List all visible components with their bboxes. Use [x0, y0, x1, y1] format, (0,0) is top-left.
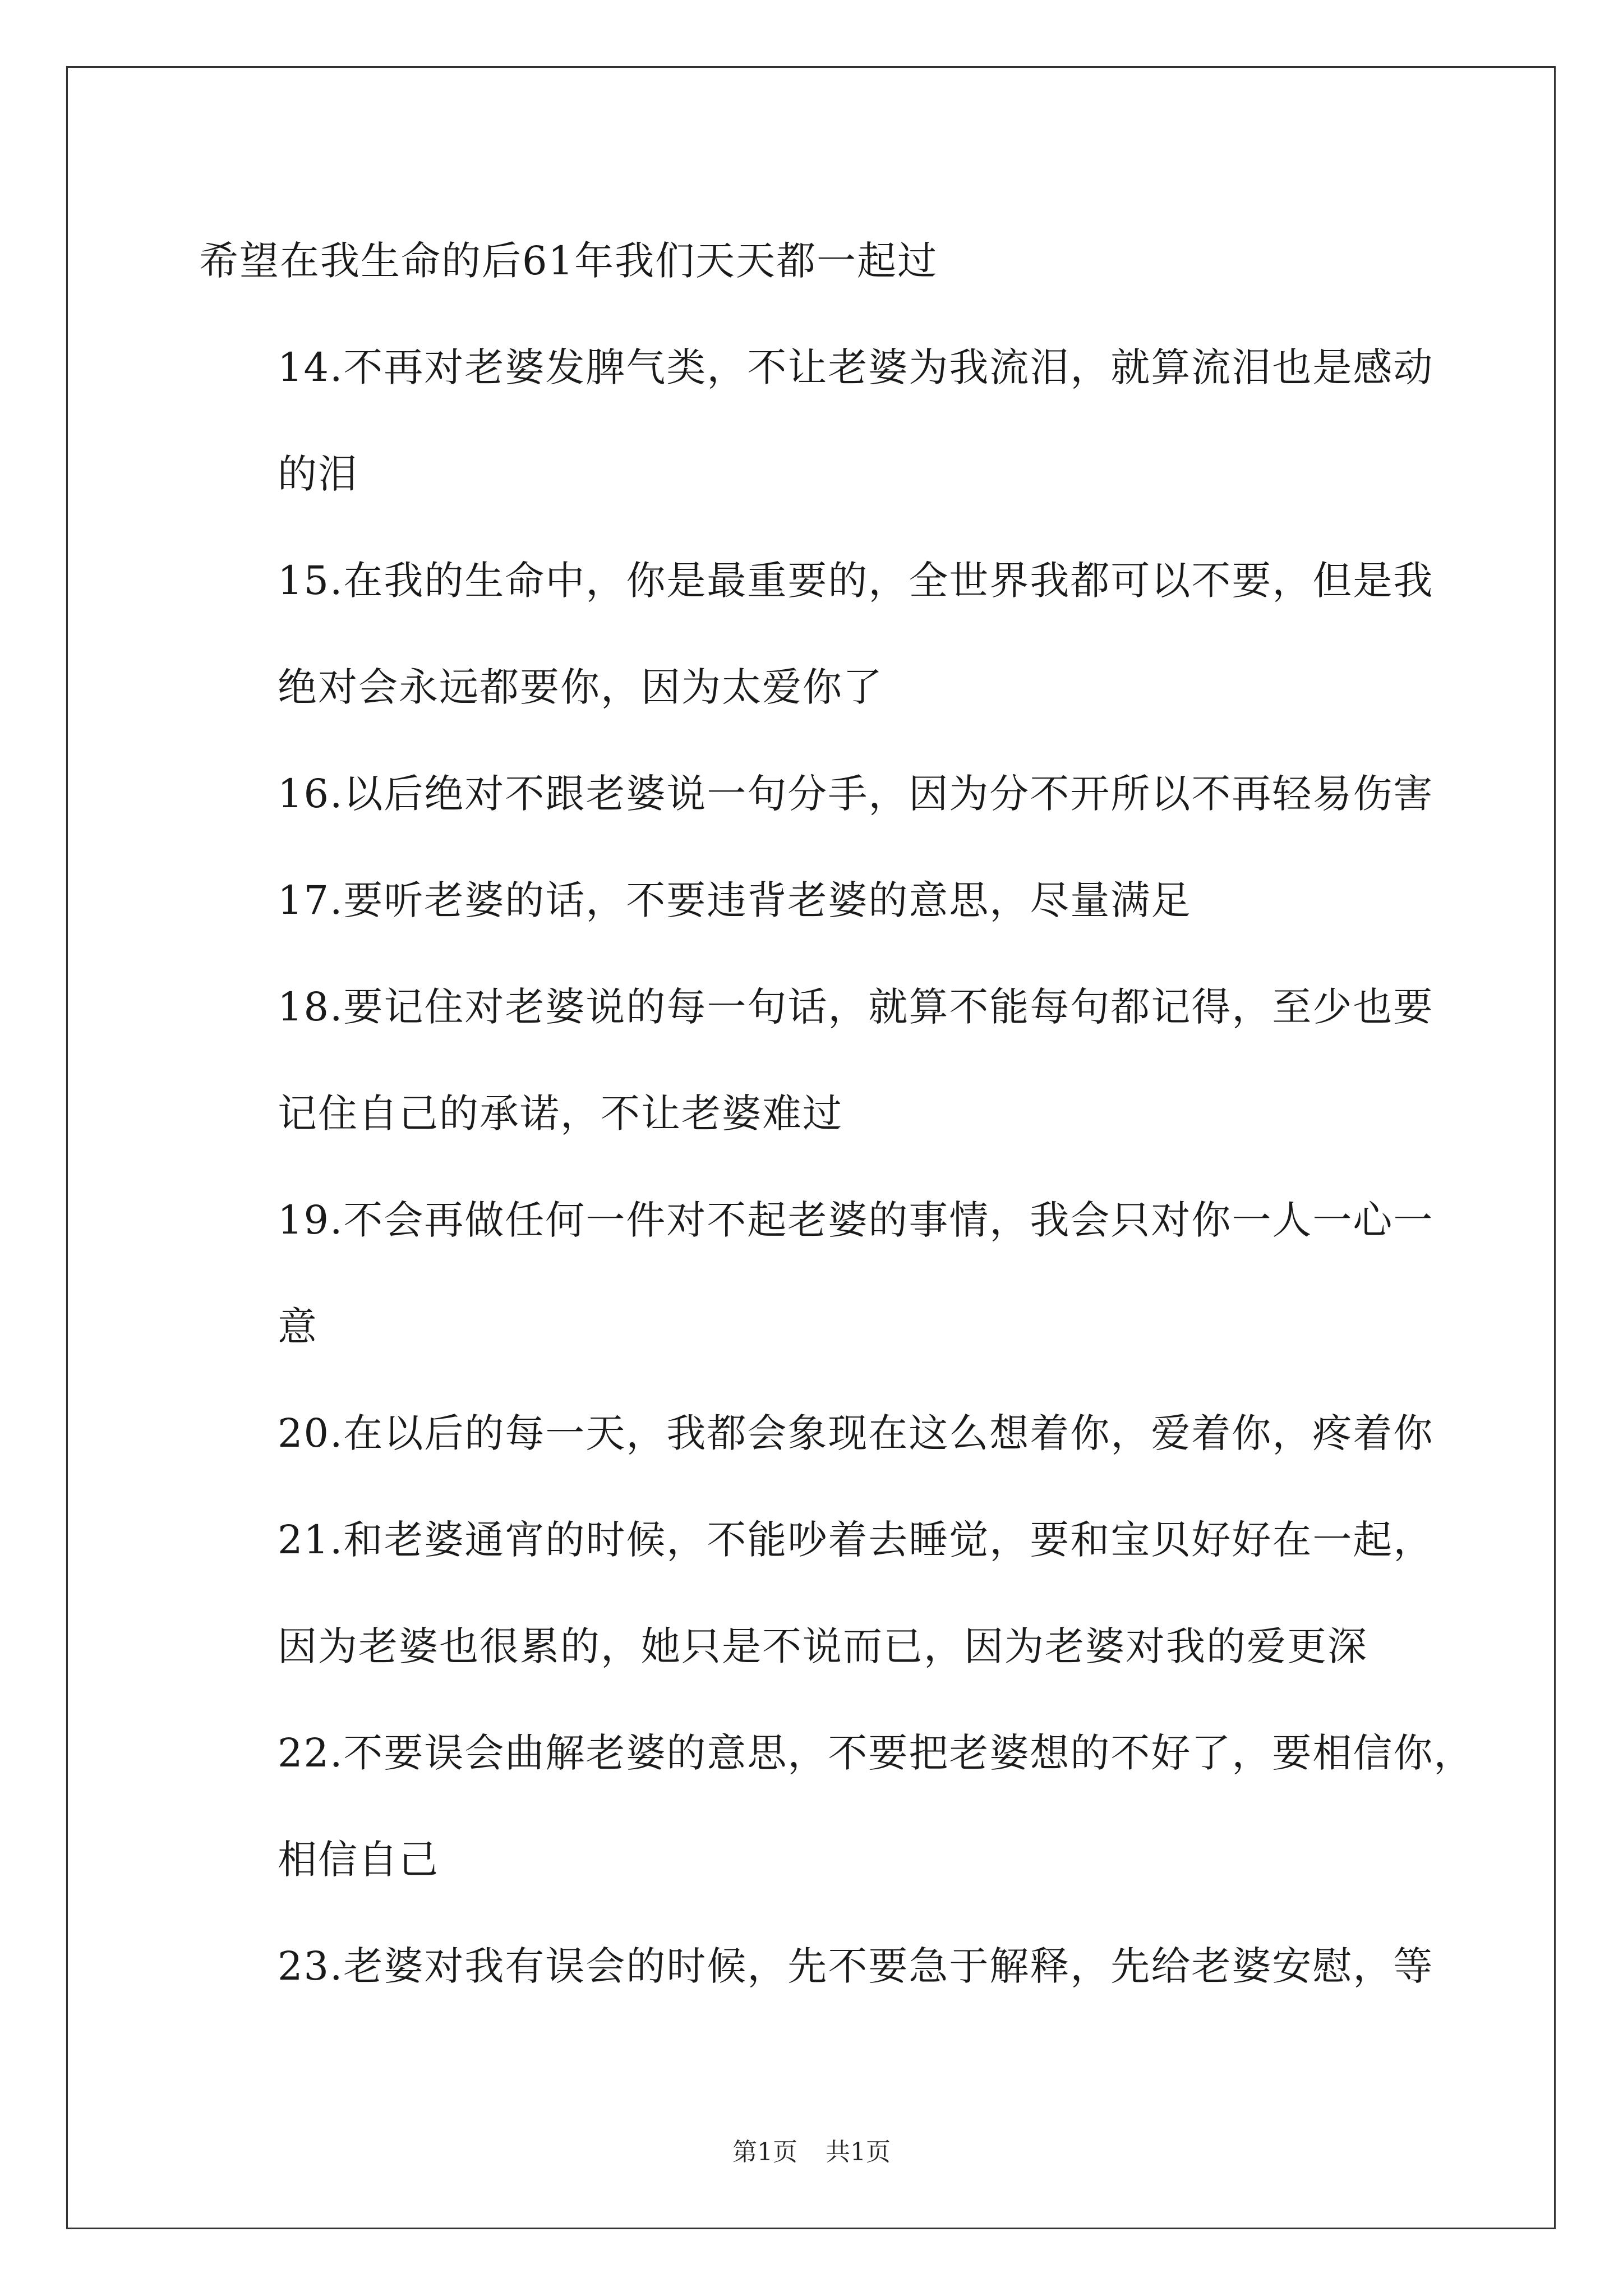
- text-line: 绝对会永远都要你，因为太爱你了: [278, 664, 883, 710]
- text-line: 因为老婆也很累的，她只是不说而已，因为老婆对我的爱更深: [278, 1623, 1368, 1669]
- page-footer: [0, 2132, 1623, 2168]
- text-line: 18.要记住对老婆说的每一句话，就算不能每句都记得，至少也要: [278, 984, 1434, 1030]
- text-line: 20.在以后的每一天，我都会象现在这么想着你，爱着你，疼着你: [278, 1410, 1434, 1456]
- text-line: 记住自己的承诺，不让老婆难过: [278, 1091, 843, 1137]
- paragraph: [199, 740, 1433, 847]
- text-line: 21.和老婆通宵的时候，不能吵着去睡觉，要和宝贝好好在一起，: [278, 1517, 1434, 1563]
- text-line: 19.不会再做任何一件对不起老婆的事情，我会只对你一人一心一: [278, 1197, 1434, 1243]
- paragraph: [199, 1167, 1433, 1380]
- paragraph: [199, 527, 1433, 740]
- text-line: 相信自己: [278, 1837, 439, 1883]
- document-body: [199, 208, 1474, 2019]
- page-total: 共1页: [826, 2138, 891, 2166]
- text-line: 22.不要误会曲解老婆的意思，不要把老婆想的不好了，要相信你，: [278, 1730, 1474, 1776]
- paragraph: [199, 314, 1433, 527]
- text-line: 23.老婆对我有误会的时候，先不要急于解释，先给老婆安慰，等: [278, 1943, 1434, 1989]
- paragraph: [199, 954, 1433, 1167]
- paragraph: [199, 208, 1433, 314]
- text-line: 的泪: [278, 451, 358, 497]
- text-line: 15.在我的生命中，你是最重要的，全世界我都可以不要，但是我: [278, 558, 1434, 604]
- paragraph: [199, 1380, 1433, 1487]
- text-line: 14.不再对老婆发脾气类，不让老婆为我流泪，就算流泪也是感动: [278, 344, 1434, 390]
- paragraph: [199, 1487, 1433, 1700]
- text-line: 意: [278, 1304, 318, 1350]
- text-line: 17.要听老婆的话，不要违背老婆的意思，尽量满足: [278, 877, 1192, 923]
- paragraph: [199, 1913, 1433, 2019]
- page-number: 第1页: [732, 2138, 797, 2166]
- text-line: 希望在我生命的后61年我们天天都一起过: [199, 238, 938, 284]
- text-line: 16.以后绝对不跟老婆说一句分手，因为分不开所以不再轻易伤害: [278, 771, 1434, 817]
- paragraph: [199, 1700, 1474, 1913]
- paragraph: [199, 847, 1433, 954]
